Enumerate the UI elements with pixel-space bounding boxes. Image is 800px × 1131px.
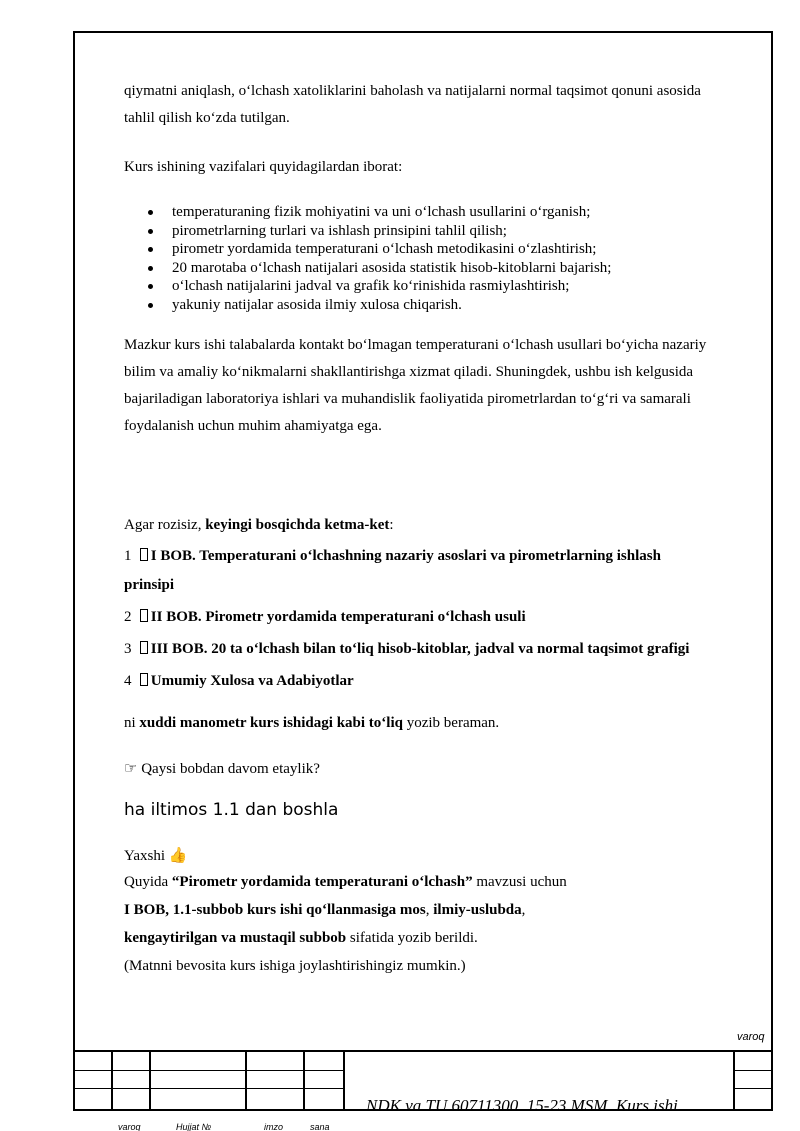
- missing-glyph-icon: [140, 673, 148, 686]
- chapter-number: 2: [124, 609, 132, 625]
- varoq-label: varoq: [737, 1031, 765, 1043]
- chapter-number: 1: [124, 548, 132, 564]
- reply-text: sifatida yozib berildi.: [346, 930, 478, 946]
- chapter-item-4: [124, 667, 734, 696]
- list-item: 20 marotaba o‘lchash natijalari asosida statistik hisob-kitoblarni bajarish;: [148, 259, 734, 278]
- chapter-title: BOB. Pirometr yordamida temperaturani o‘lchash usuli: [162, 609, 526, 625]
- reply-line-2: [124, 896, 734, 924]
- reply-line-3: [124, 924, 734, 952]
- tasks-intro: Kurs ishining vazifalari quyidagilardan iborat:: [124, 159, 403, 175]
- chapter-prefix: III: [150, 641, 169, 657]
- user-request: ha iltimos 1.1 dan boshla: [124, 800, 339, 820]
- write-bold: xuddi manometr kurs ishidagi kabi to‘liq: [139, 715, 403, 731]
- reply-text: ,: [521, 902, 526, 918]
- agree-bold: keyingi bosqichda ketma-ket: [205, 517, 390, 533]
- reply-line-4: (Matnni bevosita kurs ishiga joylashtirishingiz mumkin.): [124, 958, 466, 974]
- tasks-list: [148, 203, 734, 314]
- pointing-hand-icon: ☞: [124, 759, 138, 777]
- chapter-number: 3: [124, 641, 132, 657]
- list-item: o‘lchash natijalarini jadval va grafik ko‘rinishida rasmiylashtirish;: [148, 277, 734, 296]
- list-item: yakuniy natijalar asosida ilmiy xulosa chiqarish.: [148, 296, 734, 315]
- chapter-prefix: II: [150, 609, 163, 625]
- agree-prefix: Agar rozisiz,: [124, 517, 206, 533]
- list-item: pirometrlarning turlari va ishlash prinsipini tahlil qilish;: [148, 222, 734, 241]
- footer-label-varoq: varoq: [118, 1122, 141, 1131]
- missing-glyph-icon: [140, 548, 148, 561]
- list-item: temperaturaning fizik mohiyatini va uni o‘lchash usullarini o‘rganish;: [148, 203, 734, 222]
- missing-glyph-icon: [140, 641, 148, 654]
- intro-paragraph: qiymatni aniqlash, o‘lchash xatoliklarini baholash va natijalarni normal taqsimot qonuni asosida tahlil qilish ko‘zda tutilgan.: [124, 83, 701, 126]
- question-text: Qaysi bobdan davom etaylik?: [141, 761, 320, 777]
- write-suffix: yozib beraman.: [402, 715, 500, 731]
- footer-label-imzo: imzo: [264, 1122, 284, 1131]
- footer-label-hujjat: Hujjat №: [176, 1122, 212, 1131]
- chapter-title: BOB. Temperaturani o‘lchashning nazariy asoslari va pirometrlarning ishlash: [156, 548, 661, 564]
- reply-bold: I BOB, 1.1-subbob kurs ishi qo‘llanmasiga mos: [124, 902, 426, 918]
- stamp-title: NDK va TU 60711300. 15-23 MSM. Kurs ishi: [366, 1096, 678, 1115]
- question-line: [124, 755, 734, 783]
- chapter-item-2: [124, 603, 734, 632]
- reply-bold: kengaytirilgan va mustaqil subbob: [124, 930, 347, 946]
- agree-suffix: :: [389, 517, 394, 533]
- reply-text: Quyida: [124, 874, 172, 890]
- footer-label-sana: sana: [310, 1122, 330, 1131]
- chapter-title-cont: prinsipi: [124, 577, 175, 593]
- chapter-prefix: U: [150, 673, 162, 689]
- chapter-item-1: [124, 542, 734, 571]
- chapter-item-3: [124, 635, 734, 664]
- chapter-title: mumiy Xulosa va Adabiyotlar: [161, 673, 354, 689]
- write-prefix: ni: [124, 715, 140, 731]
- greeting-text: Yaxshi: [124, 848, 165, 864]
- chapter-prefix: I: [150, 548, 157, 564]
- thumbs-up-icon: 👍: [168, 846, 188, 864]
- chapter-item-1-cont: [124, 571, 734, 600]
- document-body: [124, 78, 734, 980]
- missing-glyph-icon: [140, 609, 148, 622]
- reply-bold: “Pirometr yordamida temperaturani o‘lchash”: [171, 874, 473, 890]
- reply-text: ,: [425, 902, 434, 918]
- reply-greeting: [124, 843, 734, 868]
- write-line: [124, 710, 734, 737]
- reply-bold: ilmiy-uslubda: [433, 902, 522, 918]
- summary-paragraph: Mazkur kurs ishi talabalarda kontakt bo‘lmagan temperaturani o‘lchash usullari bo‘yicha nazariy bilim va amaliy ko‘nikmalarni shakllantirishga xizmat qiladi. Shuningdek, ushbu ish kelgusida bajariladigan laboratoriya ishlari va muhandislik faoliyatida pirometrlardan to‘g‘ri va samarali foydalanish uchun muhim ahamiyatga ega.: [124, 337, 707, 434]
- reply-line-1: [124, 868, 734, 896]
- chapter-title: BOB. 20 ta o‘lchash bilan to‘liq hisob-kitoblar, jadval va normal taqsimot grafigi: [168, 641, 690, 657]
- reply-text: mavzusi uchun: [472, 874, 567, 890]
- chapter-number: 4: [124, 673, 132, 689]
- list-item: pirometr yordamida temperaturani o‘lchash metodikasini o‘zlashtirish;: [148, 240, 734, 259]
- agree-line: [124, 512, 734, 539]
